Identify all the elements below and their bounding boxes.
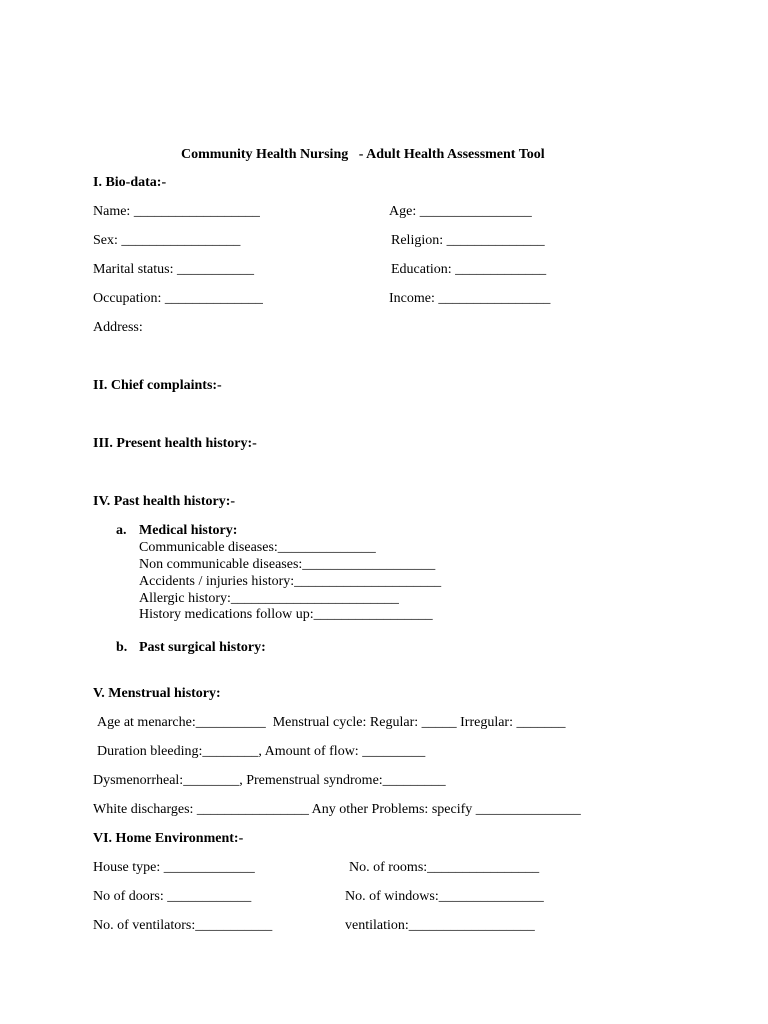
menarche-cycle-line: Age at menarche:__________ Menstrual cycle: Regular: _____ Irregular: _______ (97, 715, 566, 730)
document-title: Community Health Nursing - Adult Health Assessment Tool (181, 147, 545, 162)
bleeding-flow-line: Duration bleeding:________, Amount of flow: _________ (97, 744, 426, 759)
marital-status-field: Marital status: ___________ (93, 262, 254, 277)
windows-field: No. of windows:_______________ (345, 889, 544, 904)
allergic-history-field: Allergic history:________________________ (139, 591, 399, 606)
surgical-history-marker: b. (116, 640, 128, 655)
biodata-heading: I. Bio-data:- (93, 175, 167, 190)
doors-field: No of doors: ____________ (93, 889, 252, 904)
accidents-injuries-field: Accidents / injuries history:_____________________ (139, 574, 442, 589)
chief-complaints-heading: II. Chief complaints:- (93, 378, 222, 393)
house-type-field: House type: _____________ (93, 860, 255, 875)
surgical-history-title: Past surgical history: (139, 640, 266, 655)
medications-followup-field: History medications follow up:_________________ (139, 607, 433, 622)
ventilators-field: No. of ventilators:___________ (93, 918, 273, 933)
communicable-diseases-field: Communicable diseases:______________ (139, 540, 376, 555)
age-field: Age: ________________ (389, 204, 532, 219)
non-communicable-diseases-field: Non communicable diseases:___________________ (139, 557, 436, 572)
religion-field: Religion: ______________ (391, 233, 545, 248)
income-field: Income: ________________ (389, 291, 551, 306)
medical-history-marker: a. (116, 523, 127, 538)
ventilation-field: ventilation:__________________ (345, 918, 535, 933)
medical-history-title: Medical history: (139, 523, 238, 538)
discharges-line: White discharges: ________________ Any other Problems: specify _______________ (93, 802, 581, 817)
education-field: Education: _____________ (391, 262, 547, 277)
menstrual-history-heading: V. Menstrual history: (93, 686, 221, 701)
address-field: Address: (93, 320, 143, 335)
past-history-heading: IV. Past health history:- (93, 494, 236, 509)
rooms-field: No. of rooms:________________ (349, 860, 540, 875)
occupation-field: Occupation: ______________ (93, 291, 263, 306)
home-environment-heading: VI. Home Environment:- (93, 831, 244, 846)
sex-field: Sex: _________________ (93, 233, 241, 248)
name-field: Name: __________________ (93, 204, 260, 219)
dysmenorrhea-line: Dysmenorrheal:________, Premenstrual syndrome:_________ (93, 773, 446, 788)
present-history-heading: III. Present health history:- (93, 436, 257, 451)
